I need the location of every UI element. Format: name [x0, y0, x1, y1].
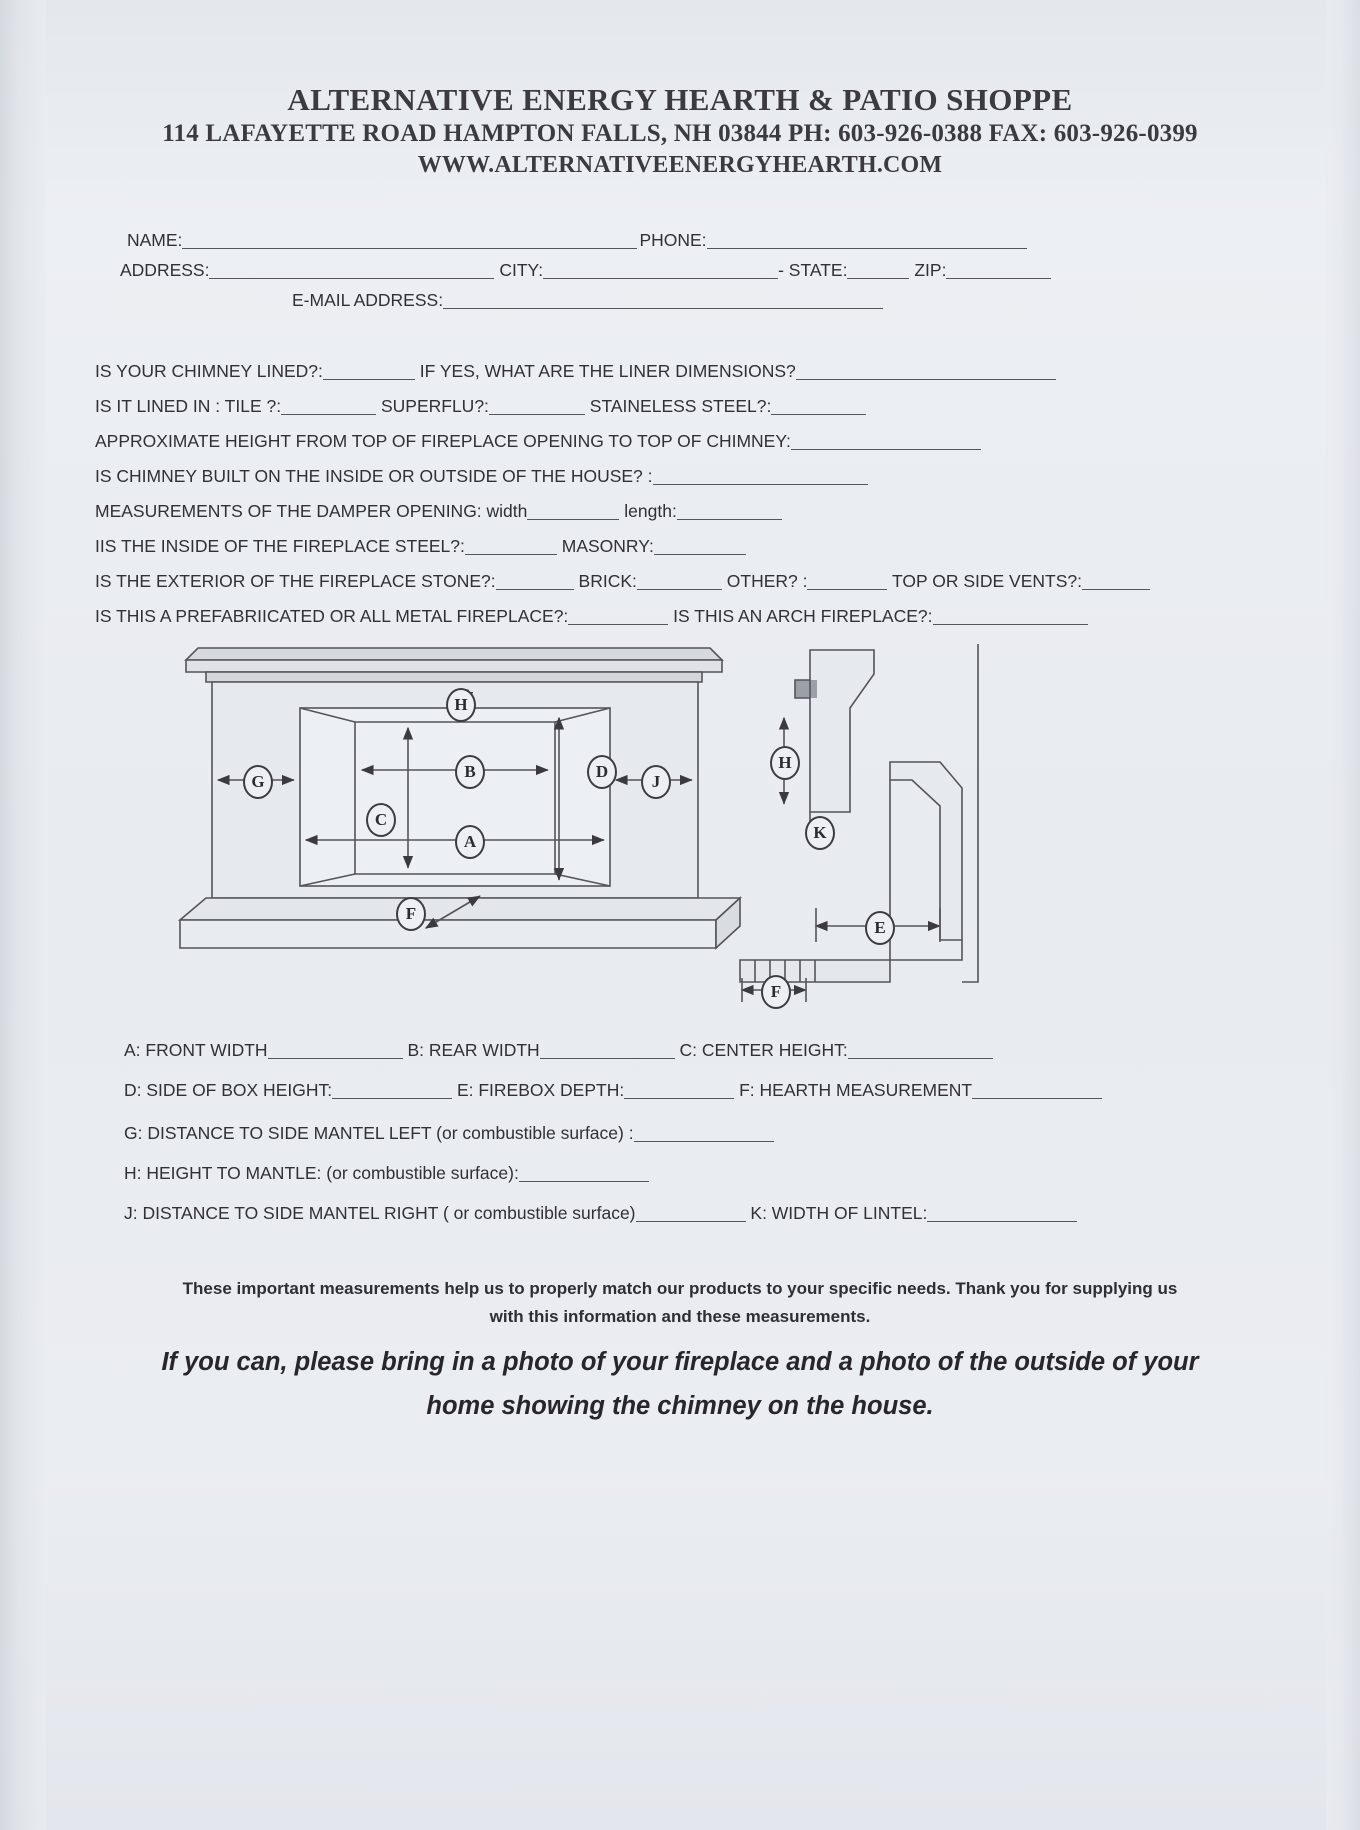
callout-b: B [455, 755, 485, 789]
legend-h-blank[interactable] [519, 1181, 649, 1182]
company-title: ALTERNATIVE ENERGY HEARTH & PATIO SHOPPE [287, 82, 1073, 117]
tile-label: IS IT LINED IN : TILE ?: [95, 396, 282, 416]
callout-c: C [366, 803, 396, 837]
closing-note-line1: These important measurements help us to properly match our products to your specific needs. Thank you for [182, 1279, 1068, 1298]
legend-c-blank[interactable] [848, 1058, 993, 1059]
legend-g-label: G: DISTANCE TO SIDE MANTEL LEFT (or combustible surface) : [124, 1123, 634, 1143]
legend-row-h[interactable] [124, 1163, 649, 1184]
superflu-blank[interactable] [489, 414, 585, 415]
city-input-blank[interactable] [543, 278, 778, 279]
question-lined-in[interactable] [95, 396, 866, 417]
question-chimney-lined[interactable] [95, 361, 1056, 382]
question-exterior-material[interactable] [95, 571, 1150, 592]
callout-k: K [805, 816, 835, 850]
exterior-other-label: OTHER? : [726, 571, 808, 591]
legend-j-blank[interactable] [636, 1221, 746, 1222]
phone-label: PHONE: [639, 230, 707, 250]
legend-a-label: A: FRONT WIDTH [124, 1040, 268, 1060]
prefab-blank[interactable] [568, 624, 668, 625]
fireplace-diagram-svg [150, 630, 1210, 1020]
question-prefab[interactable] [95, 606, 1088, 627]
arch-fireplace-blank[interactable] [933, 624, 1088, 625]
stainless-steel-label: STAINELESS STEEL?: [589, 396, 772, 416]
legend-f-label: F: HEARTH MEASUREMENT [739, 1080, 973, 1100]
liner-dimensions-blank[interactable] [796, 379, 1056, 380]
zip-input-blank[interactable] [946, 278, 1051, 279]
stainless-steel-blank[interactable] [771, 414, 866, 415]
chimney-height-label: APPROXIMATE HEIGHT FROM TOP OF FIREPLACE OPENING TO TOP OF CHIMNEY: [95, 431, 791, 451]
callout-g: G [243, 765, 273, 799]
damper-length-blank[interactable] [677, 519, 782, 520]
legend-row-def[interactable] [124, 1080, 1102, 1101]
callout-j: J [641, 765, 671, 799]
inside-steel-label: IIS THE INSIDE OF THE FIREPLACE STEEL?: [95, 536, 465, 556]
damper-length-label: length: [624, 501, 677, 521]
name-input-blank[interactable] [182, 248, 637, 249]
callout-f-side: F [761, 975, 791, 1009]
prefab-label: IS THIS A PREFABRIICATED OR ALL METAL FIREPLACE?: [95, 606, 569, 626]
arch-fireplace-label: IS THIS AN ARCH FIREPLACE?: [673, 606, 933, 626]
exterior-stone-blank[interactable] [496, 589, 574, 590]
photo-request-line1: If you can, please bring in a photo of your fireplace and a photo of the outside of your [161, 1348, 1199, 1376]
legend-b-blank[interactable] [540, 1058, 675, 1059]
exterior-other-blank[interactable] [807, 589, 887, 590]
exterior-brick-blank[interactable] [637, 589, 722, 590]
legend-c-label: C: CENTER HEIGHT: [679, 1040, 848, 1060]
state-input-blank[interactable] [847, 278, 909, 279]
vents-label: TOP OR SIDE VENTS?: [892, 571, 1082, 591]
question-chimney-location[interactable] [95, 466, 868, 487]
chimney-height-blank[interactable] [791, 449, 981, 450]
fireplace-measurement-diagram [150, 630, 1210, 1020]
email-field-row[interactable] [292, 290, 883, 311]
legend-j-label: J: DISTANCE TO SIDE MANTEL RIGHT ( or combustible surface) [124, 1203, 636, 1223]
name-label: NAME: [127, 230, 183, 250]
exterior-stone-label: IS THE EXTERIOR OF THE FIREPLACE STONE?: [95, 571, 496, 591]
closing-note-line2: supplying us with this information and these measurements. [489, 1279, 1178, 1326]
legend-e-label: E: FIREBOX DEPTH: [456, 1080, 625, 1100]
email-input-blank[interactable] [443, 308, 883, 309]
company-address-line: 114 LAFAYETTE ROAD HAMPTON FALLS, NH 03844 PH: 603-926-0388 FAX: 603-926-0399 [162, 120, 1198, 147]
legend-f-blank[interactable] [972, 1098, 1102, 1099]
damper-width-label: MEASUREMENTS OF THE DAMPER OPENING: width [95, 501, 528, 521]
damper-width-blank[interactable] [527, 519, 619, 520]
company-website: WWW.ALTERNATIVEENERGYHEARTH.COM [417, 152, 943, 178]
inside-masonry-label: MASONRY: [561, 536, 654, 556]
tile-blank[interactable] [281, 414, 376, 415]
legend-k-blank[interactable] [927, 1221, 1077, 1222]
legend-h-label: H: HEIGHT TO MANTLE: (or combustible surface): [124, 1163, 519, 1183]
legend-d-blank[interactable] [332, 1098, 452, 1099]
superflu-label: SUPERFLU?: [380, 396, 489, 416]
callout-f-hearth: F [396, 897, 426, 931]
callout-d: D [587, 755, 617, 789]
email-label: E-MAIL ADDRESS: [292, 290, 444, 310]
question-damper-opening[interactable] [95, 501, 782, 522]
address-label: ADDRESS: [120, 260, 210, 280]
legend-a-blank[interactable] [268, 1058, 403, 1059]
legend-d-label: D: SIDE OF BOX HEIGHT: [124, 1080, 333, 1100]
address-field-row[interactable] [120, 260, 1051, 281]
legend-row-g[interactable] [124, 1123, 774, 1144]
chimney-location-label: IS CHIMNEY BUILT ON THE INSIDE OR OUTSIDE OF THE HOUSE? : [95, 466, 653, 486]
legend-e-blank[interactable] [624, 1098, 734, 1099]
callout-a: A [455, 825, 485, 859]
exterior-brick-label: BRICK: [578, 571, 637, 591]
question-chimney-height[interactable] [95, 431, 981, 452]
closing-note [180, 1275, 1180, 1331]
chimney-lined-label: IS YOUR CHIMNEY LINED?: [95, 361, 323, 381]
chimney-lined-blank[interactable] [323, 379, 415, 380]
photo-request-line2: home showing the chimney on the house. [426, 1392, 934, 1420]
zip-label: ZIP: [914, 260, 947, 280]
chimney-location-blank[interactable] [653, 484, 868, 485]
address-input-blank[interactable] [209, 278, 494, 279]
liner-dimensions-label: IF YES, WHAT ARE THE LINER DIMENSIONS? [419, 361, 796, 381]
phone-input-blank[interactable] [707, 248, 1027, 249]
callout-e: E [865, 911, 895, 945]
callout-h-front: H [446, 688, 476, 722]
legend-row-abc[interactable] [124, 1040, 993, 1061]
legend-b-label: B: REAR WIDTH [407, 1040, 540, 1060]
name-field-row[interactable] [127, 230, 1027, 251]
city-label: CITY: [499, 260, 544, 280]
inside-masonry-blank[interactable] [654, 554, 746, 555]
closing-photo-request [125, 1340, 1235, 1428]
state-label: - STATE: [778, 260, 848, 280]
question-inside-material[interactable] [95, 536, 746, 557]
vents-blank[interactable] [1082, 589, 1150, 590]
legend-g-blank[interactable] [634, 1141, 774, 1142]
inside-steel-blank[interactable] [465, 554, 557, 555]
callout-h-side: H [770, 746, 800, 780]
legend-row-jk[interactable] [124, 1203, 1077, 1224]
legend-k-label: K: WIDTH OF LINTEL: [750, 1203, 928, 1223]
